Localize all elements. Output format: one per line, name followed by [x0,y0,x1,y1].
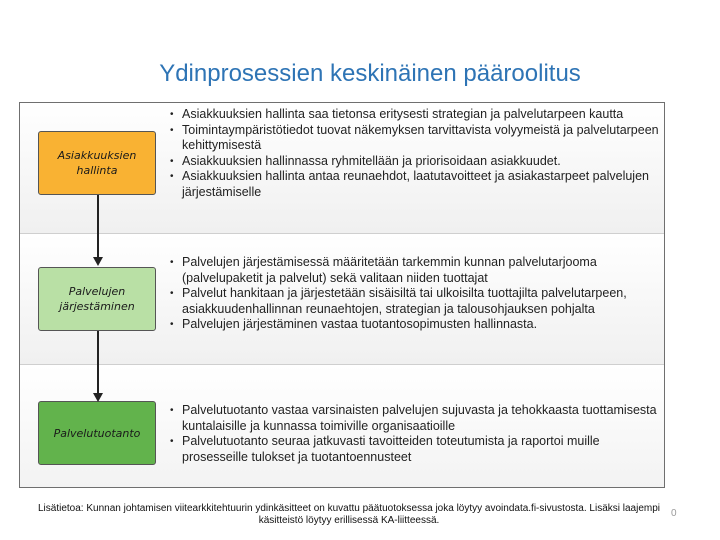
arrow-down-icon [93,393,103,402]
bullet-item: • Palvelutuotanto seuraa jatkuvasti tavoitteiden toteutumista ja raportoi muille prosesseille tulokset ja tuotantoennusteet [168,434,664,465]
arrow-down-icon [93,257,103,266]
process-box-palvelujen-jarjestaminen: Palvelujen järjestäminen [38,267,156,331]
bullet-list-palvelujen-jarjestaminen [168,255,664,333]
bullet-item: • Asiakkuuksien hallinta antaa reunaehdot, laatutavoitteet ja asiakastarpeet palvelujen järjestämiselle [168,169,664,200]
bullet-item: • Asiakkuuksien hallinnassa ryhmitellään ja priorisoidaan asiakkuudet. [168,154,664,170]
footer-note: Lisätietoa: Kunnan johtamisen viitearkkitehtuurin ydinkäsitteet on kuvattu päätuotoksessa joka löytyy avoindata.fi-sivustosta. Lisäksi laajempi käsitteistö löytyy erillisessä KA-liitteessä. [37,503,660,526]
bullet-item: • Palvelujen järjestäminen vastaa tuotantosopimusten hallinnasta. [168,317,664,333]
process-box-asiakkuuksien-hallinta: Asiakkuuksien hallinta [38,131,156,195]
page-title: Ydinprosessien keskinäinen pääroolitus [159,60,581,87]
bullet-item: • Palvelut hankitaan ja järjestetään sisäisiltä tai ulkoisilta tuottajilta palvelutarpeen, asiakkuudenhallinnan reunaehtojen, strategian ja talousohjauksen pohjalta [168,286,664,317]
flow-arrow-line [97,331,99,393]
bullet-list-asiakkuuksien-hallinta [168,107,664,200]
process-box-palvelutuotanto: Palvelutuotanto [38,401,156,465]
bullet-item: • Asiakkuuksien hallinta saa tietonsa eritysesti strategian ja palvelutarpeen kautta [168,107,664,123]
page-number: 0 [671,508,677,519]
bullet-item: • Palvelutuotanto vastaa varsinaisten palvelujen sujuvasta ja tehokkaasta tuottamisesta kuntalaisille ja kunnassa toimiville organisaatioille [168,403,664,434]
bullet-list-palvelutuotanto [168,403,664,465]
bullet-item: • Palvelujen järjestämisessä määritetään tarkemmin kunnan palvelutarjooma (palvelupaketit ja palvelut) sekä valitaan niiden tuottajat [168,255,664,286]
flow-arrow-line [97,195,99,257]
process-frame [19,102,665,488]
bullet-item: • Toimintaympäristötiedot tuovat näkemyksen tarvittavista volyymeistä ja palvelutarpeen kehittymisestä [168,123,664,154]
